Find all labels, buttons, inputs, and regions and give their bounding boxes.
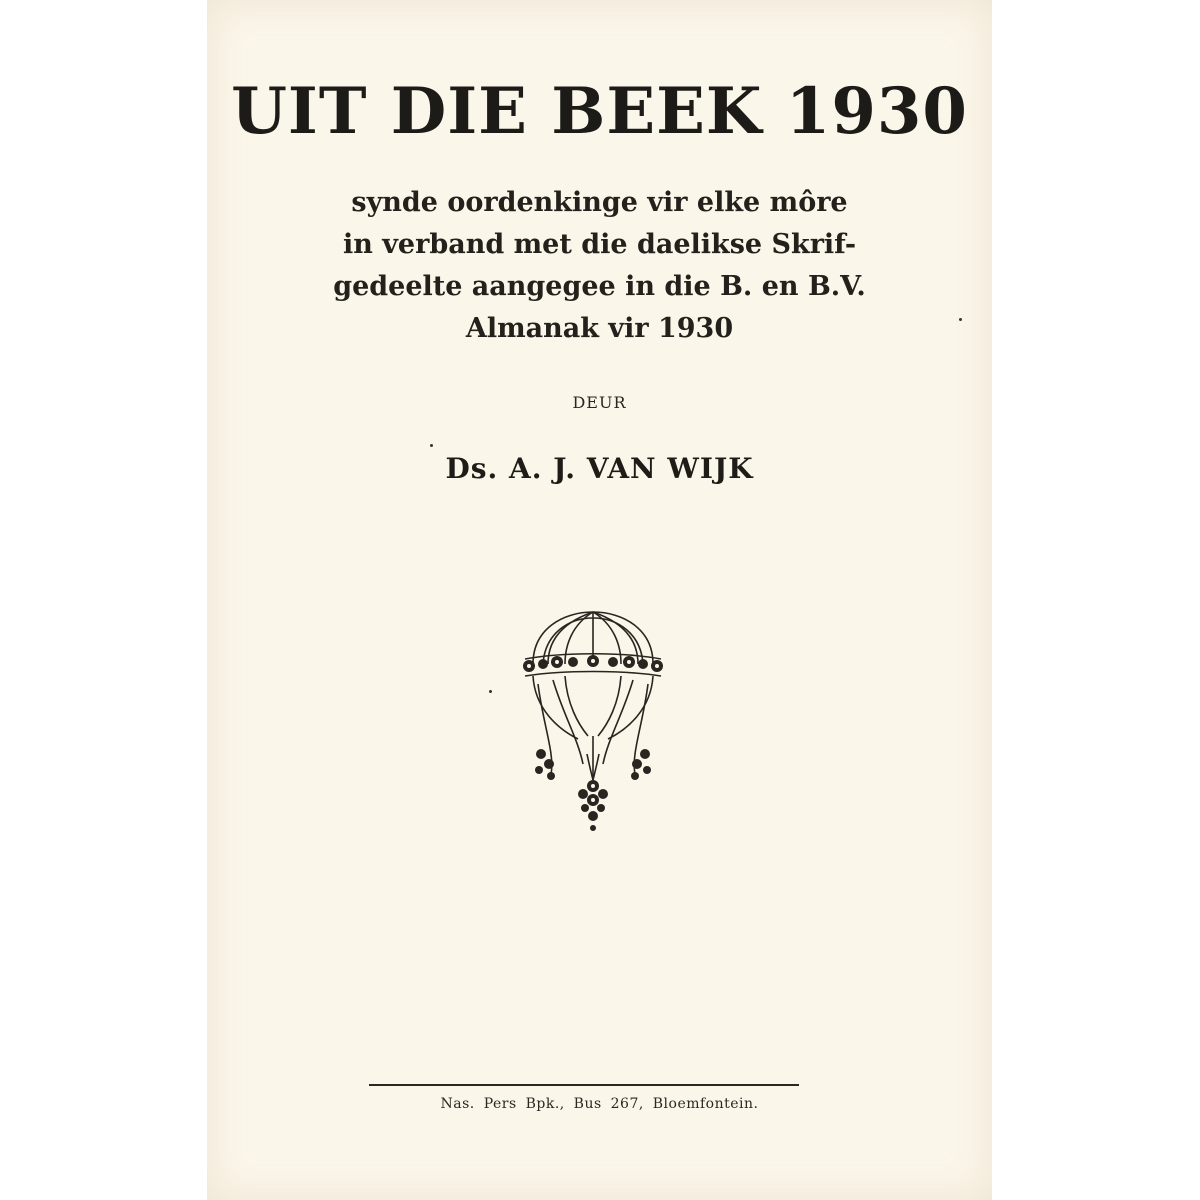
floral-globe-ornament-icon — [503, 604, 683, 849]
book-title: UIT DIE BEEK 1930 — [231, 74, 968, 149]
subtitle-line: in verband met die daelikse Skrif- — [342, 229, 857, 260]
paper-speck — [489, 690, 492, 693]
subtitle-line: gedeelte aangegee in die B. en B.V. — [333, 271, 866, 302]
author-name: Ds. A. J. VAN WIJK — [445, 452, 754, 485]
imprint-divider — [369, 1084, 799, 1086]
subtitle-line: synde oordenkinge vir elke môre — [351, 187, 848, 218]
paper-speck — [430, 444, 433, 447]
book-subtitle — [207, 182, 992, 350]
paper-speck — [959, 318, 962, 321]
subtitle-line: Almanak vir 1930 — [465, 313, 734, 344]
by-label: DEUR — [572, 393, 627, 412]
publisher-imprint: Nas. Pers Bpk., Bus 267, Bloemfontein. — [440, 1096, 759, 1112]
title-page — [207, 0, 992, 1200]
